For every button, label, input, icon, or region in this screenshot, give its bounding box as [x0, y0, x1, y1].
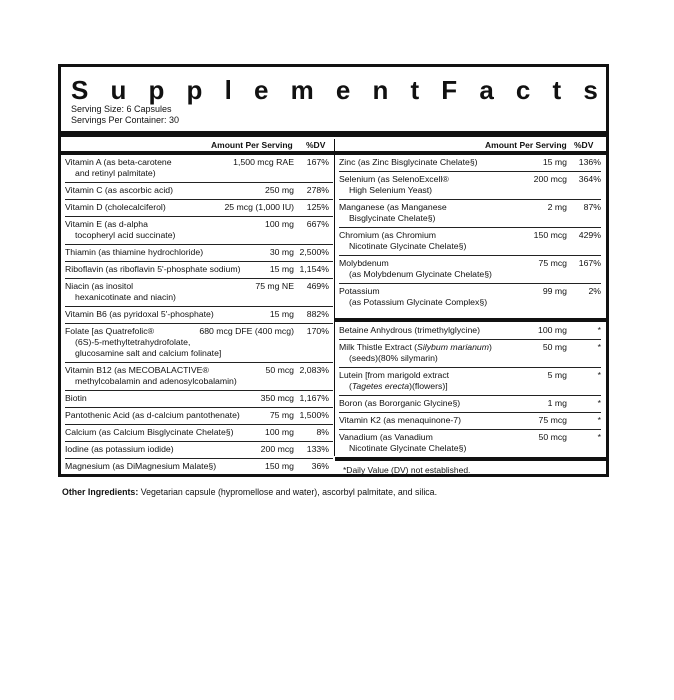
nutrient-dv: *: [597, 342, 601, 352]
row-separator: [65, 323, 333, 324]
nutrient-name-line: Chromium (as Chromium: [339, 230, 437, 240]
nutrient-amount: 50 mcg: [538, 432, 567, 442]
nutrient-amount: 1,500 mcg RAE: [233, 157, 294, 167]
row-separator: [65, 441, 333, 442]
nutrient-row: [65, 219, 333, 246]
supplement-facts-panel: [58, 64, 609, 477]
nutrient-amount: 100 mg: [538, 325, 567, 335]
nutrient-amount: 50 mcg: [265, 365, 294, 375]
nutrient-name-line: Riboflavin (as riboflavin 5'-phosphate sodium): [65, 264, 241, 274]
nutrient-row: [339, 258, 601, 285]
nutrient-dv: 167%: [306, 157, 329, 167]
nutrient-name-line: and retinyl palmitate): [75, 168, 156, 178]
nutrient-dv: 87%: [583, 202, 601, 212]
right-dv-header: %DV: [574, 140, 594, 150]
nutrient-name: [339, 202, 447, 224]
row-separator: [339, 395, 601, 396]
nutrient-amount: 75 mcg: [538, 258, 567, 268]
nutrient-amount: 50 mg: [542, 342, 567, 352]
nutrient-name: [339, 258, 492, 280]
nutrient-name-line: Vitamin E (as d-alpha: [65, 219, 148, 229]
nutrient-name-line: High Selenium Yeast): [349, 185, 433, 195]
header-thick-bar: [61, 131, 606, 137]
nutrient-name-line: Potassium: [339, 286, 380, 296]
nutrient-name-line: Zinc (as Zinc Bisglycinate Chelate§): [339, 157, 478, 167]
nutrient-name: [65, 219, 175, 241]
nutrient-dv: 1,154%: [299, 264, 329, 274]
nutrient-dv: 1,167%: [299, 393, 329, 403]
nutrient-dv: 170%: [306, 326, 329, 336]
nutrient-name-line: Milk Thistle Extract (Silybum marianum): [339, 342, 492, 352]
nutrient-amount: 350 mcg: [260, 393, 294, 403]
title-letter: p: [148, 75, 165, 105]
panel-title: [71, 73, 598, 107]
nutrient-name-line: Vitamin K2 (as menaquinone-7): [339, 415, 462, 425]
nutrient-name-line: Vitamin C (as ascorbic acid): [65, 185, 173, 195]
title-letter: c: [515, 75, 531, 105]
nutrient-name: [65, 202, 166, 213]
other-ingredients-text: Vegetarian capsule (hypromellose and water), ascorbyl palmitate, and silica.: [138, 487, 438, 497]
nutrient-dv: 36%: [311, 461, 329, 471]
nutrient-dv: *: [597, 398, 601, 408]
servings-per-container: Servings Per Container: 30: [71, 115, 180, 125]
nutrient-name-line: Bisglycinate Chelate§): [349, 213, 436, 223]
nutrient-amount: 2 mg: [547, 202, 567, 212]
nutrient-name: [65, 281, 176, 303]
nutrient-dv: 2,083%: [299, 365, 329, 375]
nutrient-name-line: Molybdenum: [339, 258, 389, 268]
row-separator: [65, 458, 333, 459]
row-separator: [65, 182, 333, 183]
nutrient-row: [339, 230, 601, 257]
nutrient-row: [339, 432, 601, 459]
row-separator: [339, 367, 601, 368]
title-letter: m: [290, 75, 314, 105]
nutrient-name-line: Folate [as Quatrefolic®: [65, 326, 154, 336]
nutrient-dv: 136%: [578, 157, 601, 167]
nutrient-dv: 364%: [578, 174, 601, 184]
row-separator: [339, 227, 601, 228]
row-separator: [65, 199, 333, 200]
nutrient-name: [339, 157, 478, 168]
serving-size: Serving Size: 6 Capsules: [71, 104, 172, 114]
nutrient-row: [339, 342, 601, 369]
footnote-rule: [335, 457, 606, 461]
nutrient-dv: *: [597, 432, 601, 442]
nutrient-amount: 200 mcg: [260, 444, 294, 454]
title-letter: e: [335, 75, 351, 105]
nutrient-name: [65, 157, 172, 179]
nutrient-name-line: Iodine (as potassium iodide): [65, 444, 174, 454]
row-separator: [65, 424, 333, 425]
row-separator: [65, 407, 333, 408]
nutrient-name-line: (Tagetes erecta)(flowers)]: [349, 381, 448, 391]
nutrient-row: [65, 281, 333, 308]
nutrient-dv: 469%: [306, 281, 329, 291]
nutrient-dv: 278%: [306, 185, 329, 195]
nutrient-name-line: (as Molybdenum Glycinate Chelate§): [349, 269, 492, 279]
title-letter: a: [479, 75, 494, 105]
nutrient-name: [65, 309, 214, 320]
nutrient-amount: 680 mcg DFE (400 mcg): [199, 326, 294, 336]
row-separator: [65, 390, 333, 391]
nutrient-name: [65, 247, 203, 258]
nutrient-amount: 75 mcg: [538, 415, 567, 425]
nutrient-dv: 2,500%: [299, 247, 329, 257]
nutrient-row: [65, 157, 333, 184]
title-letter: S: [71, 75, 89, 105]
nutrient-dv: *: [597, 415, 601, 425]
nutrient-amount: 250 mg: [265, 185, 294, 195]
nutrient-amount: 30 mg: [269, 247, 294, 257]
nutrient-name-line: hexanicotinate and niacin): [75, 292, 176, 302]
nutrient-row: [65, 365, 333, 392]
nutrient-row: [65, 326, 333, 364]
nutrient-name: [339, 342, 492, 364]
nutrient-name-line: Magnesium (as DiMagnesium Malate§): [65, 461, 217, 471]
footnote: *Daily Value (DV) not established.: [343, 465, 471, 475]
nutrient-name-line: Lutein [from marigold extract: [339, 370, 450, 380]
nutrient-row: [339, 174, 601, 201]
row-separator: [339, 283, 601, 284]
nutrient-name: [339, 370, 449, 392]
row-separator: [339, 255, 601, 256]
row-separator: [65, 244, 333, 245]
nutrient-name-line: glucosamine salt and calcium folinate]: [75, 348, 222, 358]
nutrient-name-line: (6S)-5-methyltetrahydrofolate,: [75, 337, 191, 347]
nutrient-row: [339, 286, 601, 313]
nutrient-amount: 200 mcg: [533, 174, 567, 184]
nutrient-name: [339, 398, 460, 409]
nutrient-amount: 99 mg: [542, 286, 567, 296]
row-separator: [339, 339, 601, 340]
nutrient-dv: 882%: [306, 309, 329, 319]
nutrient-name-line: Pantothenic Acid (as d-calcium pantothenate): [65, 410, 240, 420]
nutrient-name-line: Selenium (as SelenoExcell®: [339, 174, 449, 184]
title-letter: p: [186, 75, 203, 105]
nutrient-name-line: Vitamin B12 (as MECOBALACTIVE®: [65, 365, 209, 375]
nutrient-dv: 2%: [588, 286, 601, 296]
nutrient-dv: 133%: [306, 444, 329, 454]
nutrient-name-line: Biotin: [65, 393, 87, 403]
nutrient-name: [65, 461, 216, 472]
row-separator: [339, 171, 601, 172]
nutrient-name: [65, 410, 240, 421]
nutrient-amount: 15 mg: [542, 157, 567, 167]
nutrient-name-line: Nicotinate Glycinate Chelate§): [349, 241, 467, 251]
nutrient-amount: 75 mg NE: [255, 281, 294, 291]
right-section-rule: [335, 318, 606, 322]
row-separator: [65, 278, 333, 279]
nutrient-name: [339, 415, 461, 426]
title-letter: t: [410, 75, 420, 105]
nutrient-dv: *: [597, 325, 601, 335]
nutrient-dv: 1,500%: [299, 410, 329, 420]
nutrient-amount: 100 mg: [265, 219, 294, 229]
nutrient-name-line: Nicotinate Glycinate Chelate§): [349, 443, 467, 453]
nutrient-name-line: Manganese (as Manganese: [339, 202, 447, 212]
title-letter: u: [110, 75, 127, 105]
nutrient-name-line: methylcobalamin and adenosylcobalamin): [75, 376, 237, 386]
right-amount-header: Amount Per Serving: [485, 140, 567, 150]
nutrient-name: [339, 432, 466, 454]
nutrient-row: [339, 202, 601, 229]
nutrient-name: [65, 393, 87, 404]
nutrient-row: [65, 461, 333, 477]
nutrient-name-line: tocopheryl acid succinate): [75, 230, 176, 240]
nutrient-dv: 429%: [578, 230, 601, 240]
column-divider: [334, 139, 335, 456]
row-separator: [65, 216, 333, 217]
nutrient-name-line: Calcium (as Calcium Bisglycinate Chelate§): [65, 427, 234, 437]
nutrient-amount: 25 mcg (1,000 IU): [224, 202, 294, 212]
nutrient-amount: 5 mg: [547, 370, 567, 380]
nutrient-name: [65, 185, 173, 196]
nutrient-name-line: Vanadium (as Vanadium: [339, 432, 433, 442]
nutrient-row: [339, 370, 601, 397]
nutrient-dv: 8%: [316, 427, 329, 437]
row-separator: [339, 429, 601, 430]
nutrient-name-line: Vitamin B6 (as pyridoxal 5'-phosphate): [65, 309, 214, 319]
nutrient-name-line: Boron (as Bororganic Glycine§): [339, 398, 461, 408]
nutrient-name-line: Niacin (as inositol: [65, 281, 134, 291]
title-letter: n: [372, 75, 389, 105]
nutrient-name: [65, 365, 237, 387]
nutrient-name-line: Vitamin D (cholecalciferol): [65, 202, 166, 212]
nutrient-name: [339, 325, 480, 336]
nutrient-dv: *: [597, 370, 601, 380]
nutrient-dv: 125%: [306, 202, 329, 212]
nutrient-name-line: (as Potassium Glycinate Complex§): [349, 297, 488, 307]
nutrient-name: [65, 326, 221, 359]
title-letter: F: [441, 75, 458, 105]
nutrient-name: [65, 444, 174, 455]
other-ingredients: [62, 487, 437, 498]
nutrient-name: [339, 230, 466, 252]
nutrient-amount: 150 mcg: [533, 230, 567, 240]
nutrient-amount: 15 mg: [269, 309, 294, 319]
title-letter: e: [253, 75, 269, 105]
title-letter: s: [583, 75, 598, 105]
nutrient-name-line: (seeds)(80% silymarin): [349, 353, 438, 363]
nutrient-dv: 167%: [578, 258, 601, 268]
left-dv-header: %DV: [306, 140, 326, 150]
row-separator: [65, 306, 333, 307]
row-separator: [65, 362, 333, 363]
nutrient-name-line: Vitamin A (as beta-carotene: [65, 157, 172, 167]
nutrient-name: [339, 174, 449, 196]
nutrient-amount: 150 mg: [265, 461, 294, 471]
row-separator: [65, 261, 333, 262]
left-amount-header: Amount Per Serving: [211, 140, 293, 150]
nutrient-name: [65, 264, 241, 275]
nutrient-dv: 667%: [306, 219, 329, 229]
nutrient-name: [65, 427, 234, 438]
title-letter: l: [224, 75, 232, 105]
title-letter: t: [552, 75, 562, 105]
nutrient-amount: 15 mg: [269, 264, 294, 274]
nutrient-amount: 75 mg: [269, 410, 294, 420]
nutrient-amount: 100 mg: [265, 427, 294, 437]
row-separator: [339, 199, 601, 200]
nutrient-name-line: Betaine Anhydrous (trimethylglycine): [339, 325, 480, 335]
nutrient-amount: 1 mg: [547, 398, 567, 408]
other-ingredients-label: Other Ingredients:: [62, 487, 139, 497]
nutrient-name: [339, 286, 487, 308]
nutrient-name-line: Thiamin (as thiamine hydrochloride): [65, 247, 204, 257]
row-separator: [339, 412, 601, 413]
